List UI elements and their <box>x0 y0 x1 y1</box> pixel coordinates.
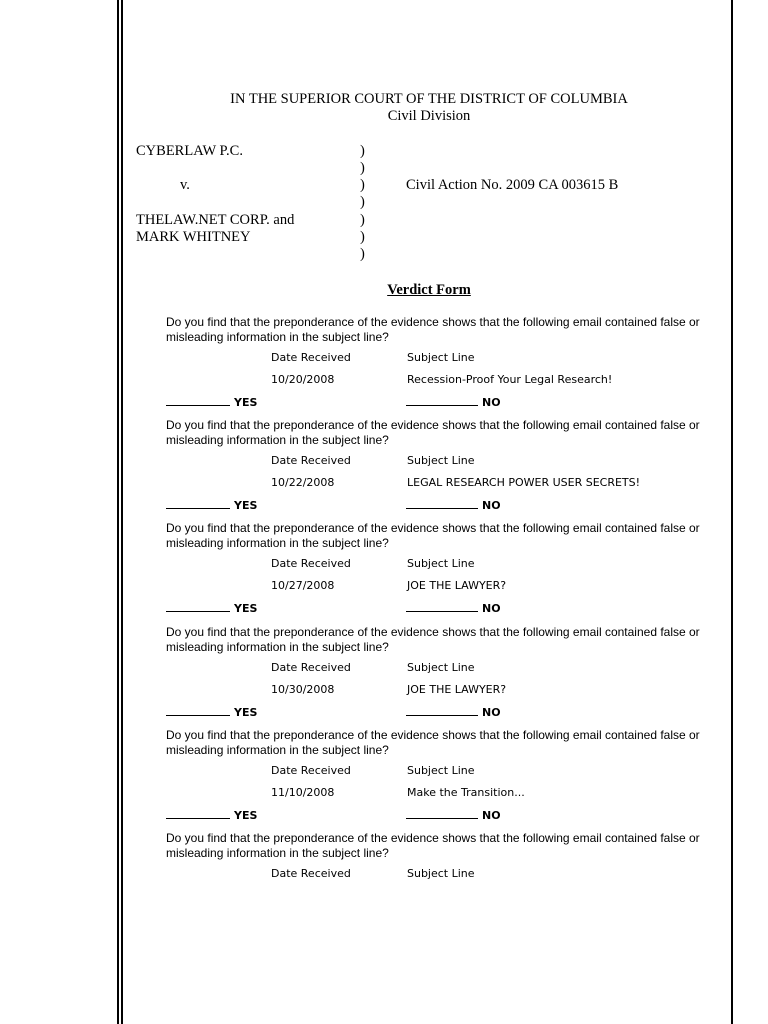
date-header: Date Received <box>271 454 351 467</box>
subject-header: Subject Line <box>407 351 475 364</box>
no-blank[interactable] <box>406 808 478 819</box>
question-text: Do you find that the preponderance of the evidence shows that the following email contained false or misleading information in the subject line? <box>166 831 700 860</box>
margin-rule-right <box>731 0 733 1024</box>
no-blank[interactable] <box>406 601 478 612</box>
question-text: Do you find that the preponderance of the evidence shows that the following email contained false or misleading information in the subject line? <box>166 728 700 757</box>
email-subject: JOE THE LAWYER? <box>407 579 507 592</box>
yes-blank[interactable] <box>166 808 230 819</box>
email-date: 10/27/2008 <box>271 579 335 592</box>
email-subject: JOE THE LAWYER? <box>407 683 507 696</box>
date-header: Date Received <box>271 661 351 674</box>
date-header: Date Received <box>271 764 351 777</box>
yes-answer[interactable]: YES <box>166 395 257 409</box>
yes-answer[interactable]: YES <box>166 601 257 615</box>
no-answer[interactable]: NO <box>406 395 501 409</box>
yes-answer[interactable]: YES <box>166 705 257 719</box>
question-text: Do you find that the preponderance of the evidence shows that the following email contained false or misleading information in the subject line? <box>166 315 700 344</box>
yes-blank[interactable] <box>166 601 230 612</box>
subject-header: Subject Line <box>407 867 475 880</box>
caption-paren: ) <box>360 246 365 262</box>
caption-paren: ) <box>360 143 365 159</box>
email-date: 11/10/2008 <box>271 786 335 799</box>
defendant-line-2: MARK WHITNEY <box>136 229 251 245</box>
no-blank[interactable] <box>406 395 478 406</box>
margin-rule-left-inner <box>121 0 123 1024</box>
defendant-line-1: THELAW.NET CORP. and <box>136 212 295 228</box>
email-subject: LEGAL RESEARCH POWER USER SECRETS! <box>407 476 641 489</box>
subject-header: Subject Line <box>407 764 475 777</box>
caption-paren: ) <box>360 212 365 228</box>
caption-paren: ) <box>360 160 365 176</box>
email-subject: Recession-Proof Your Legal Research! <box>407 373 613 386</box>
subject-header: Subject Line <box>407 454 475 467</box>
email-date: 10/20/2008 <box>271 373 335 386</box>
caption-paren: ) <box>360 194 365 210</box>
no-answer[interactable]: NO <box>406 498 501 512</box>
email-date: 10/22/2008 <box>271 476 335 489</box>
case-number: Civil Action No. 2009 CA 003615 B <box>406 177 619 193</box>
yes-answer[interactable]: YES <box>166 808 257 822</box>
margin-rule-left-outer <box>117 0 119 1024</box>
no-blank[interactable] <box>406 498 478 509</box>
question-text: Do you find that the preponderance of the evidence shows that the following email contained false or misleading information in the subject line? <box>166 521 700 550</box>
court-title: IN THE SUPERIOR COURT OF THE DISTRICT OF COLUMBIA <box>230 91 628 107</box>
yes-answer[interactable]: YES <box>166 498 257 512</box>
subject-header: Subject Line <box>407 661 475 674</box>
yes-blank[interactable] <box>166 395 230 406</box>
yes-blank[interactable] <box>166 705 230 716</box>
no-answer[interactable]: NO <box>406 705 501 719</box>
plaintiff-name: CYBERLAW P.C. <box>136 143 243 159</box>
subject-header: Subject Line <box>407 557 475 570</box>
verdict-form-title: Verdict Form <box>387 282 471 298</box>
caption-paren: ) <box>360 229 365 245</box>
date-header: Date Received <box>271 867 351 880</box>
date-header: Date Received <box>271 557 351 570</box>
email-subject: Make the Transition... <box>407 786 525 799</box>
no-answer[interactable]: NO <box>406 601 501 615</box>
no-answer[interactable]: NO <box>406 808 501 822</box>
date-header: Date Received <box>271 351 351 364</box>
caption-paren: ) <box>360 177 365 193</box>
yes-blank[interactable] <box>166 498 230 509</box>
email-date: 10/30/2008 <box>271 683 335 696</box>
question-text: Do you find that the preponderance of the evidence shows that the following email contained false or misleading information in the subject line? <box>166 625 700 654</box>
question-text: Do you find that the preponderance of the evidence shows that the following email contained false or misleading information in the subject line? <box>166 418 700 447</box>
court-division: Civil Division <box>387 108 471 124</box>
no-blank[interactable] <box>406 705 478 716</box>
versus-label: v. <box>180 177 190 193</box>
